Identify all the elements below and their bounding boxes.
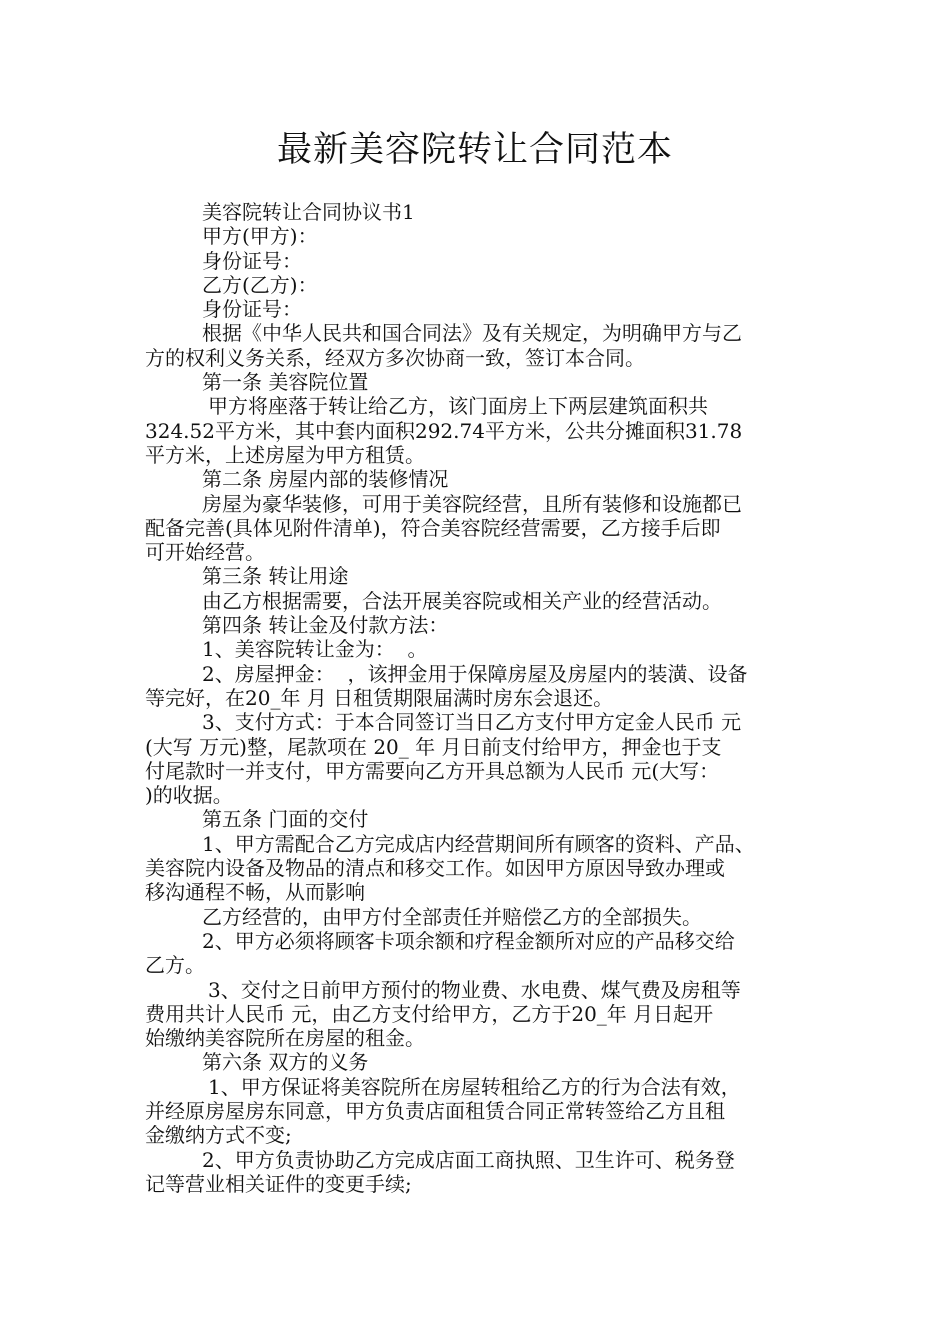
party-b-id-line: 身份证号： xyxy=(202,297,302,322)
paragraph-line: 金缴纳方式不变; xyxy=(145,1123,292,1148)
paragraph-line: 1、甲方需配合乙方完成店内经营期间所有顾客的资料、产品、 xyxy=(202,831,755,856)
paragraph-line: 3、交付之日前甲方预付的物业费、水电费、煤气费及房租等 xyxy=(208,977,741,1002)
article-heading: 第一条 美容院位置 xyxy=(202,370,369,395)
paragraph-line: 2、甲方负责协助乙方完成店面工商执照、卫生许可、税务登 xyxy=(202,1147,735,1172)
paragraph-line: (大写 万元)整，尾款项在 20_ 年 月日前支付给甲方，押金也于支 xyxy=(145,734,722,759)
paragraph-line: 乙方经营的，由甲方付全部责任并赔偿乙方的全部损失。 xyxy=(202,904,702,929)
paragraph-line: 等完好，在20_年 月 日租赁期限届满时房东会退还。 xyxy=(145,685,614,710)
party-a-id-line: 身份证号： xyxy=(202,248,302,273)
document-body xyxy=(145,200,815,1196)
paragraph-line: 始缴纳美容院所在房屋的租金。 xyxy=(145,1026,425,1051)
paragraph-line: 房屋为豪华装修，可用于美容院经营，且所有装修和设施都已 xyxy=(202,491,742,516)
paragraph-line: 根据《中华人民共和国合同法》及有关规定，为明确甲方与乙 xyxy=(202,321,742,346)
paragraph-line: 2、甲方必须将顾客卡项余额和疗程金额所对应的产品移交给 xyxy=(202,928,735,953)
paragraph-line: 乙方。 xyxy=(145,953,205,978)
paragraph-line: 甲方将座落于转让给乙方，该门面房上下两层建筑面积共 xyxy=(208,394,708,419)
paragraph-line: 美容院内设备及物品的清点和移交工作。如因甲方原因导致办理或 xyxy=(145,856,725,881)
article-heading: 第二条 房屋内部的装修情况 xyxy=(202,467,449,492)
article-heading: 第五条 门面的交付 xyxy=(202,807,369,832)
article-heading: 第六条 双方的义务 xyxy=(202,1050,369,1075)
paragraph-line: 付尾款时一并支付，甲方需要向乙方开具总额为人民币 元(大写： xyxy=(145,758,720,783)
article-heading: 第三条 转让用途 xyxy=(202,564,349,589)
article-heading: 第四条 转让金及付款方法： xyxy=(202,613,449,638)
paragraph-line: 2、房屋押金： ，该押金用于保障房屋及房屋内的装潢、设备 xyxy=(202,661,748,686)
paragraph-line: 可开始经营。 xyxy=(145,540,265,565)
paragraph-line: 并经原房屋房东同意，甲方负责店面租赁合同正常转签给乙方且租 xyxy=(145,1098,725,1123)
paragraph-line: 平方米，上述房屋为甲方租赁。 xyxy=(145,442,425,467)
document-title: 最新美容院转让合同范本 xyxy=(276,130,673,170)
party-b-line: 乙方(乙方)： xyxy=(202,272,318,297)
paragraph-line: 324.52平方米，其中套内面积292.74平方米，公共分摊面积31.78 xyxy=(145,418,743,443)
paragraph-line: )的收据。 xyxy=(145,783,233,808)
paragraph-line: 3、支付方式：于本合同签订当日乙方支付甲方定金人民币 元 xyxy=(202,710,742,735)
paragraph-line: 移沟通程不畅，从而影响 xyxy=(145,880,365,905)
paragraph-line: 1、美容院转让金为： 。 xyxy=(202,637,428,662)
paragraph-line: 记等营业相关证件的变更手续; xyxy=(145,1171,412,1196)
party-a-line: 甲方(甲方)： xyxy=(202,224,318,249)
paragraph-line: 费用共计人民币 元，由乙方支付给甲方，乙方于20_年 月日起开 xyxy=(145,1001,714,1026)
agreement-heading: 美容院转让合同协议书1 xyxy=(202,200,415,224)
paragraph-line: 1、甲方保证将美容院所在房屋转租给乙方的行为合法有效， xyxy=(208,1074,741,1099)
paragraph-line: 由乙方根据需要，合法开展美容院或相关产业的经营活动。 xyxy=(202,588,722,613)
paragraph-line: 方的权利义务关系，经双方多次协商一致，签订本合同。 xyxy=(145,345,645,370)
paragraph-line: 配备完善(具体见附件清单)，符合美容院经营需要，乙方接手后即 xyxy=(145,515,721,540)
